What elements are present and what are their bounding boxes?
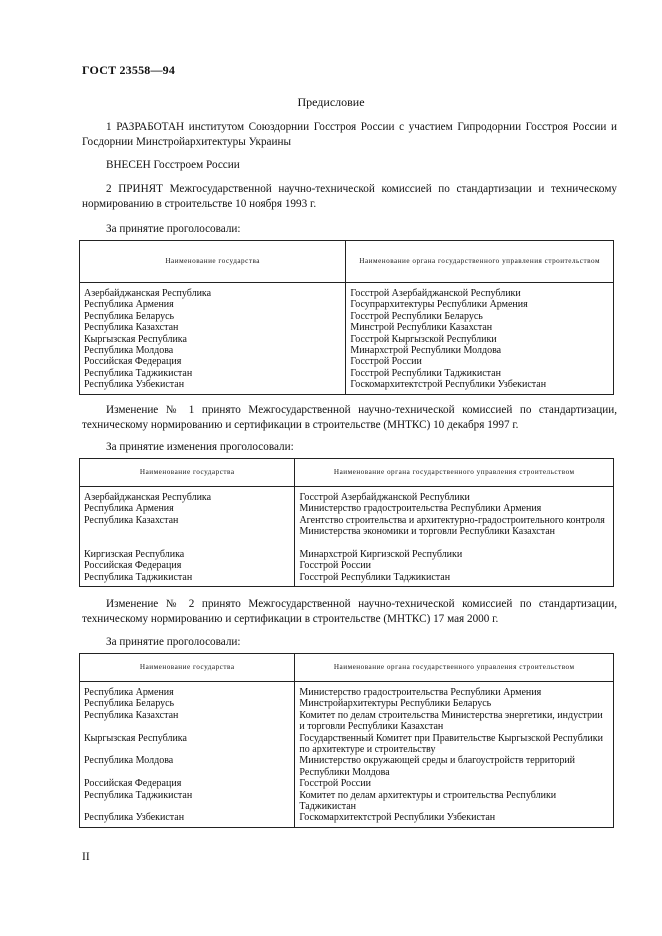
table2-org: Агентство строительства и архитектурно-градостроительного контроля Министерства экономики и торговли Республики Казахстан: [299, 514, 605, 538]
table3-state: Республика Казахстан: [84, 709, 179, 721]
table3-state: Российская Федерация: [84, 778, 182, 790]
vote-label-2: За принятие изменения проголосовали:: [106, 441, 294, 453]
table1-states-cell: [80, 283, 346, 395]
table3-state: Республика Беларусь: [84, 698, 175, 710]
table1-org: Госстрой Республики Таджикистан: [350, 367, 501, 379]
table1-org: Минстрой Республики Казахстан: [350, 322, 493, 334]
table1-state: Республика Беларусь: [84, 310, 175, 322]
table2-org: Минархстрой Киргизской Республики: [299, 548, 463, 560]
vote-table-3: [79, 653, 614, 828]
table2-org: Госстрой Республики Таджикистан: [299, 571, 451, 583]
table3-header-org: Наименование органа государственного управления строительством: [295, 654, 614, 682]
vote-table-1: [79, 240, 614, 395]
table2-state: Республика Таджикистан: [84, 571, 193, 583]
table1-state: Республика Молдова: [84, 345, 174, 357]
table3-state: Республика Таджикистан: [84, 789, 193, 801]
table3-state: Республика Молдова: [84, 755, 174, 767]
table3-header-state: Наименование государства: [80, 654, 295, 682]
table3-org: Комитет по делам строительства Министерства энергетики, индустрии и торговли Республики Казахстан: [299, 709, 603, 733]
paragraph-adopted: [82, 182, 617, 212]
table2-header-org: Наименование органа государственного управления строительством: [295, 459, 614, 487]
document-code: ГОСТ 23558—94: [82, 63, 176, 77]
paragraph-change-2: [82, 597, 617, 627]
table2-org: Госстрой России: [299, 560, 371, 572]
table1-org: Госстрой Республики Беларусь: [350, 310, 483, 322]
page-number: II: [82, 851, 90, 863]
table2-states-cell: [80, 487, 295, 587]
paragraph-change-1-text: Изменение № 1 принято Межгосударственной научно-технической комиссией по стандартизации, техническому нормированию и сертификации в строительстве (МНТКС) 10 декабря 1997 г.: [82, 404, 617, 431]
table3-org: Госстрой России: [299, 778, 371, 790]
table3-org: Министерство окружающей среды и благоустройств территорий Республики Молдова: [299, 755, 576, 778]
table1-org: Госстрой России: [350, 356, 422, 368]
table1-org: Госстрой Кыргызской Республики: [350, 333, 497, 345]
vote-label-3: За принятие проголосовали:: [106, 636, 241, 648]
table1-state: Азербайджанская Республика: [84, 288, 212, 299]
paragraph-change-2-text: Изменение № 2 принято Межгосударственной научно-технической комиссией по стандартизации, техническому нормированию и сертификации в строительстве (МНТКС) 17 мая 2000 г.: [82, 598, 617, 625]
table2-state: Российская Федерация: [84, 560, 182, 572]
paragraph-introduced: ВНЕСЕН Госстроем России: [106, 159, 240, 171]
table1-state: Кыргызская Республика: [84, 333, 187, 345]
table3-state: Кыргызская Республика: [84, 732, 187, 744]
table1-header-org: Наименование органа государственного управления строительством: [346, 241, 614, 283]
table3-state: Республика Узбекистан: [84, 812, 185, 824]
vote-label-1: За принятие проголосовали:: [106, 223, 241, 235]
paragraph-adopted-text: 2 ПРИНЯТ Межгосударственной научно-технической комиссией по стандартизации и техническому нормированию в строительстве 10 ноября 1993 г.: [82, 183, 617, 210]
table1-state: Республика Таджикистан: [84, 367, 193, 379]
table3-orgs-cell: [295, 682, 614, 828]
vote-table-2: [79, 458, 614, 587]
table3-org: Государственный Комитет при Правительстве Кыргызской Республики по архитектуре и строительству: [299, 732, 603, 756]
table1-state: Республика Казахстан: [84, 322, 179, 334]
table3-org: Минстройархитектуры Республики Беларусь: [299, 698, 492, 710]
paragraph-change-1: [82, 403, 617, 433]
table3-org: Госкомархитектстрой Республики Узбекистан: [299, 812, 496, 824]
table2-state: Киргизская Республика: [84, 549, 185, 561]
table1-org: Госупрархитектуры Республики Армения: [350, 299, 528, 311]
table2-orgs-cell: [295, 487, 614, 587]
paragraph-developed: [82, 120, 617, 150]
table2-org: Госстрой Азербайджанской Республики: [299, 492, 470, 503]
table1-header-state: Наименование государства: [80, 241, 346, 283]
table3-org: Комитет по делам архитектуры и строительства Республики Таджикистан: [299, 789, 557, 813]
table1-state: Республика Армения: [84, 299, 174, 311]
table1-org: Госкомархитектстрой Республики Узбекистан: [350, 379, 547, 391]
table3-state: Республика Армения: [84, 687, 174, 698]
table1-orgs-cell: [346, 283, 614, 395]
table1-state: Российская Федерация: [84, 356, 182, 368]
table2-state: Азербайджанская Республика: [84, 492, 212, 503]
table2-header-state: Наименование государства: [80, 459, 295, 487]
table3-org: Министерство градостроительства Республики Армения: [299, 687, 542, 698]
table3-states-cell: [80, 682, 295, 828]
table2-state: Республика Казахстан: [84, 514, 179, 526]
table2-org: Министерство градостроительства Республики Армения: [299, 503, 542, 515]
preface-title: Предисловие: [297, 95, 365, 109]
table2-state: Республика Армения: [84, 503, 174, 515]
table1-org: Госстрой Азербайджанской Республики: [350, 288, 521, 299]
table1-org: Минархстрой Республики Молдова: [350, 345, 502, 357]
paragraph-developed-text: 1 РАЗРАБОТАН институтом Союздорнии Госстроя России с участием Гипродорнии Госстроя России и Госдорнии Минстройархитектуры Украины: [82, 121, 617, 148]
table1-state: Республика Узбекистан: [84, 379, 185, 391]
